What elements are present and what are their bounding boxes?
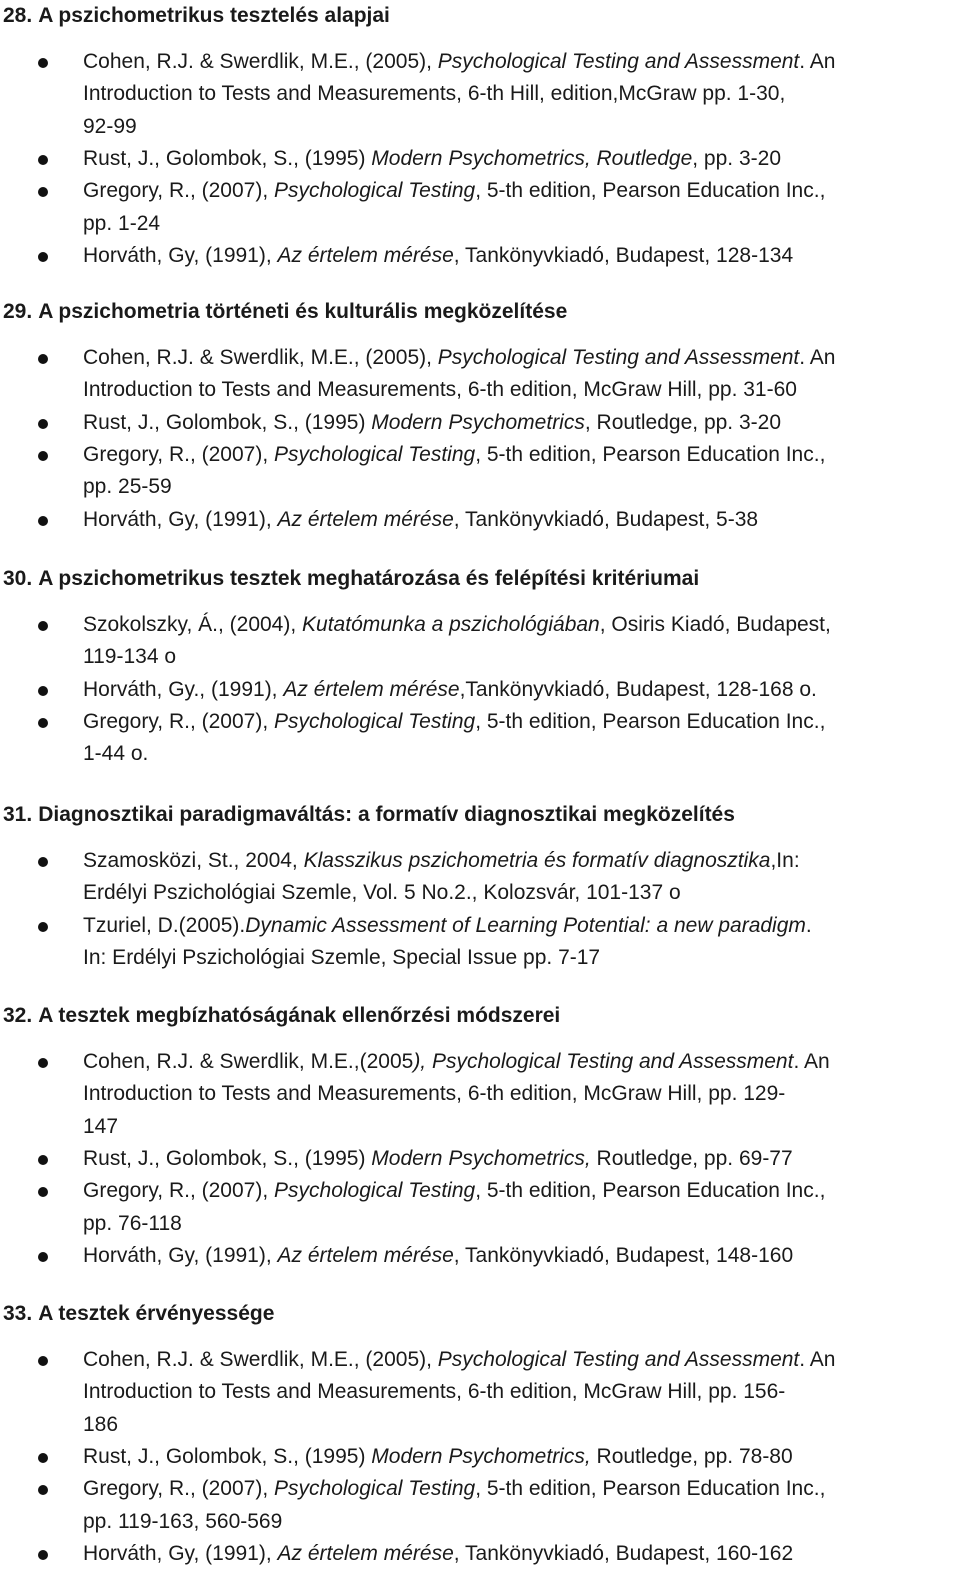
reference-line [83, 1506, 282, 1538]
reference-text: Horváth, Gy, (1991), [83, 507, 278, 531]
reference-title-italic: Psychological Testing and Assessment [437, 50, 800, 73]
reference-text: . [805, 913, 812, 937]
reference-line [83, 1376, 785, 1408]
reference-text: pp. 119-163, 560-569 [83, 1509, 283, 1533]
reference-text: . An [799, 346, 836, 369]
reference-line [83, 706, 825, 738]
reference-text: Szamosközi, St., 2004, [83, 849, 304, 872]
reference-title-italic: Az értelem mérése [277, 243, 454, 267]
reference-text: , 5-th edition, Pearson Education Inc., [475, 709, 826, 733]
reference-text: Rust, J., Golombok, S., (1995) [83, 410, 372, 434]
reference-line [83, 175, 825, 207]
reference-text: Horváth, Gy, (1991), [83, 1243, 278, 1267]
reference-line [83, 143, 781, 175]
reference-text: Gregory, R., (2007), [83, 442, 275, 466]
reference-line [83, 1538, 793, 1570]
reference-line [83, 111, 137, 143]
section-heading [3, 1000, 560, 1032]
reference-line [83, 1143, 793, 1175]
reference-text: . An [799, 1348, 836, 1371]
section-title: A tesztek érvényessége [38, 1302, 275, 1325]
reference-text: Horváth, Gy, (1991), [83, 243, 278, 267]
reference-title-italic: Modern Psychometrics [371, 410, 585, 434]
bullet-icon [38, 857, 48, 867]
section-title: A pszichometrikus tesztek meghatározása és felépítési kritériumai [38, 567, 700, 590]
reference-title-italic: Psychological Testing and Assessment [437, 346, 800, 369]
reference-title-italic: Az értelem mérése [283, 677, 460, 701]
reference-text: In: Erdélyi Pszichológiai Szemle, Special Issue pp. 7-17 [83, 945, 601, 969]
reference-text: Introduction to Tests and Measurements, 6-th Hill, edition,McGraw pp. 1-30, [83, 82, 786, 106]
reference-text: , Osiris Kiadó, Budapest, [599, 613, 831, 636]
bullet-icon [38, 451, 48, 461]
reference-text: Rust, J., Golombok, S., (1995) [83, 1146, 372, 1170]
reference-line [83, 738, 148, 770]
reference-text: Gregory, R., (2007), [83, 1179, 275, 1203]
bullet-icon [38, 1356, 48, 1366]
reference-title-italic: Az értelem mérése [277, 1243, 454, 1267]
reference-text: ,Tankönyvkiadó, Budapest, 128-168 o. [459, 677, 817, 701]
section-number: 30. [3, 567, 33, 590]
bullet-icon [38, 155, 48, 165]
reference-text: Rust, J., Golombok, S., (1995) [83, 146, 372, 170]
bullet-icon [38, 1453, 48, 1463]
reference-line [83, 240, 793, 272]
reference-text: pp. 25-59 [83, 475, 172, 499]
reference-line [83, 342, 835, 374]
reference-line [83, 877, 681, 909]
bullet-icon [38, 1485, 48, 1495]
reference-line [83, 1409, 118, 1441]
reference-line [83, 1344, 835, 1376]
reference-text: , 5-th edition, Pearson Education Inc., [475, 1179, 826, 1203]
reference-text: 186 [83, 1412, 119, 1436]
reference-text: Rust, J., Golombok, S., (1995) [83, 1444, 372, 1468]
bullet-icon [38, 1058, 48, 1068]
bullet-icon [38, 718, 48, 728]
reference-title-italic: Klasszikus pszichometria és formatív diagnosztika [303, 849, 771, 872]
bullet-icon [38, 58, 48, 68]
reference-line [83, 942, 600, 974]
section-heading [3, 1298, 274, 1330]
reference-text: 147 [83, 1114, 119, 1138]
reference-text: , 5-th edition, Pearson Education Inc., [475, 1477, 826, 1501]
reference-title-italic: Az értelem mérése [277, 507, 454, 531]
reference-text: , Tankönyvkiadó, Budapest, 160-162 [453, 1541, 794, 1565]
reference-line [83, 910, 812, 942]
bullet-icon [38, 419, 48, 429]
section-number: 29. [3, 300, 33, 323]
section-title: A pszichometria történeti és kulturális megközelítése [38, 300, 568, 323]
reference-text: . An [799, 50, 836, 73]
reference-text: pp. 76-118 [83, 1211, 182, 1235]
reference-line [83, 208, 160, 240]
reference-line [83, 504, 758, 536]
reference-title-italic: Dynamic Assessment of Learning Potential: a new paradigm [245, 913, 806, 937]
bullet-icon [38, 187, 48, 197]
reference-text: , Tankönyvkiadó, Budapest, 5-38 [453, 507, 759, 531]
section-title: A tesztek megbízhatóságának ellenőrzési módszerei [38, 1004, 561, 1027]
bullet-icon [38, 1187, 48, 1197]
reference-line [83, 1240, 793, 1272]
bullet-icon [38, 1550, 48, 1560]
bullet-icon [38, 1155, 48, 1165]
reference-title-italic: Psychological Testing [274, 1477, 476, 1501]
section-number: 33. [3, 1302, 33, 1325]
reference-text: 92-99 [83, 114, 137, 138]
reference-text: ,In: [770, 849, 800, 872]
reference-text: Introduction to Tests and Measurements, 6-th edition, McGraw Hill, pp. 156- [83, 1380, 786, 1404]
reference-line [83, 78, 785, 110]
reference-line [83, 1473, 825, 1505]
bullet-icon [38, 621, 48, 631]
reference-title-italic: Psychological Testing and Assessment [437, 1348, 800, 1371]
reference-text: . An [793, 1050, 830, 1073]
bullet-icon [38, 354, 48, 364]
reference-text: , Tankönyvkiadó, Budapest, 148-160 [453, 1243, 794, 1267]
reference-text: , Tankönyvkiadó, Budapest, 128-134 [453, 243, 794, 267]
section-title: Diagnosztikai paradigmaváltás: a formatív diagnosztikai megközelítés [38, 803, 735, 826]
reference-title-italic: ), Psychological Testing and Assessment [413, 1050, 794, 1073]
reference-title-italic: Az értelem mérése [277, 1541, 454, 1565]
reference-title-italic: Psychological Testing [274, 709, 476, 733]
section-number: 32. [3, 1004, 33, 1027]
reference-text: Introduction to Tests and Measurements, 6-th edition, McGraw Hill, pp. 31-60 [83, 378, 797, 402]
reference-title-italic: Psychological Testing [274, 1179, 476, 1203]
bullet-icon [38, 252, 48, 262]
reference-text: Cohen, R.J. & Swerdlik, M.E.,(2005 [83, 1050, 414, 1073]
reference-title-italic: Psychological Testing [274, 442, 476, 466]
reference-text: Cohen, R.J. & Swerdlik, M.E., (2005), [83, 1348, 438, 1371]
reference-line [83, 674, 817, 706]
section-title: A pszichometrikus tesztelés alapjai [38, 4, 390, 27]
reference-text: 119-134 o [83, 645, 177, 669]
reference-text: Cohen, R.J. & Swerdlik, M.E., (2005), [83, 346, 438, 369]
reference-text: Tzuriel, D.(2005). [83, 913, 246, 937]
section-heading [3, 799, 735, 831]
reference-text: Gregory, R., (2007), [83, 709, 275, 733]
reference-title-italic: Modern Psychometrics, [371, 1444, 591, 1468]
reference-line [83, 439, 825, 471]
section-number: 28. [3, 4, 33, 27]
reference-text: Cohen, R.J. & Swerdlik, M.E., (2005), [83, 50, 438, 73]
reference-text: Horváth, Gy, (1991), [83, 1541, 278, 1565]
bullet-icon [38, 1252, 48, 1262]
section-number: 31. [3, 803, 33, 826]
section-heading [3, 0, 390, 32]
section-heading [3, 563, 699, 595]
reference-text: pp. 1-24 [83, 211, 161, 235]
bullet-icon [38, 922, 48, 932]
reference-line [83, 1208, 182, 1240]
reference-text: , 5-th edition, Pearson Education Inc., [475, 442, 826, 466]
reference-title-italic: Modern Psychometrics, [371, 1146, 591, 1170]
bullet-icon [38, 516, 48, 526]
reference-line [83, 641, 176, 673]
reference-line [83, 471, 172, 503]
reference-text: Introduction to Tests and Measurements, 6-th edition, McGraw Hill, pp. 129- [83, 1082, 786, 1106]
reference-text: 1-44 o. [83, 742, 149, 766]
reference-text: Routledge, pp. 69-77 [590, 1146, 793, 1170]
reference-title-italic: Kutatómunka a pszichológiában [302, 613, 600, 636]
reference-text: Routledge, pp. 78-80 [590, 1444, 793, 1468]
reference-text: Erdélyi Pszichológiai Szemle, Vol. 5 No.2., Kolozsvár, 101-137 o [83, 881, 681, 905]
reference-text: , Routledge, pp. 3-20 [584, 410, 781, 434]
reference-title-italic: Psychological Testing [274, 179, 476, 203]
reference-text: Szokolszky, Á., (2004), [83, 613, 303, 636]
section-heading [3, 296, 567, 328]
reference-line [83, 1441, 793, 1473]
reference-line [83, 46, 835, 78]
reference-line [83, 1046, 830, 1078]
reference-line [83, 374, 797, 406]
reference-text: , pp. 3-20 [692, 146, 781, 170]
reference-line [83, 1175, 825, 1207]
reference-line [83, 407, 781, 439]
bullet-icon [38, 686, 48, 696]
reference-line [83, 1111, 118, 1143]
reference-line [83, 1078, 785, 1110]
reference-text: Gregory, R., (2007), [83, 179, 275, 203]
reference-text: , 5-th edition, Pearson Education Inc., [475, 179, 826, 203]
reference-text: Horváth, Gy., (1991), [83, 677, 284, 701]
reference-title-italic: Modern Psychometrics, Routledge [371, 146, 693, 170]
reference-line [83, 609, 831, 641]
reference-text: Gregory, R., (2007), [83, 1477, 275, 1501]
reference-line [83, 845, 800, 877]
